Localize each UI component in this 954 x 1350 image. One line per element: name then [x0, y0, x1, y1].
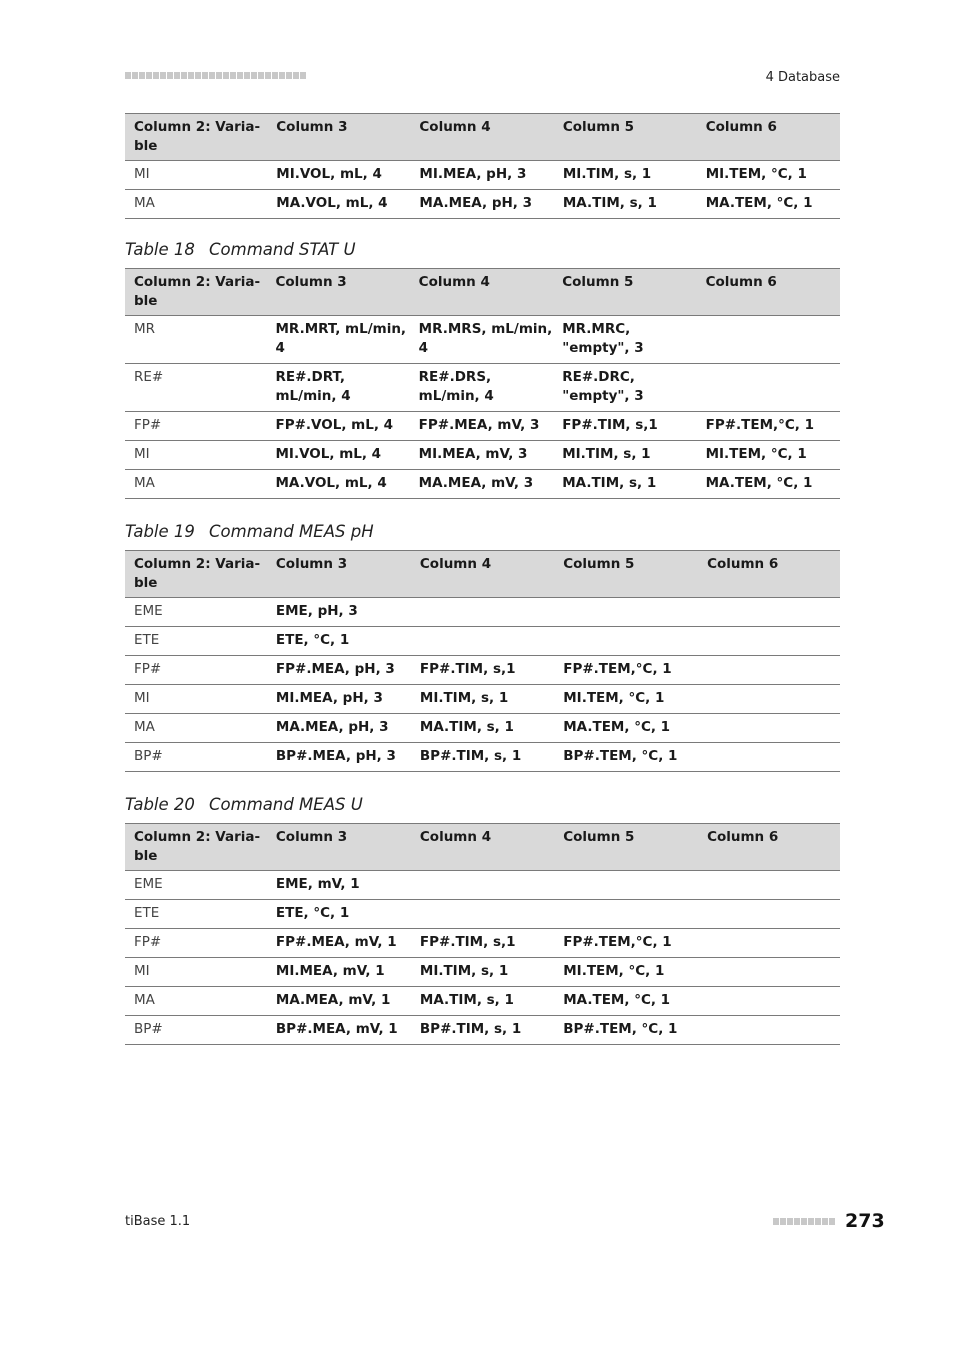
table-cell: BP#.MEA, mV, 1 [275, 1021, 398, 1037]
table-meas-u [125, 823, 840, 1045]
table-cell: MI.TIM, s, 1 [562, 446, 651, 462]
table-row [125, 316, 840, 364]
table-cell: EME [134, 876, 163, 892]
table-cell: MA [134, 475, 155, 491]
header-cell: Column 3 [275, 829, 348, 845]
table-cell: MI.TIM, s, 1 [562, 166, 652, 182]
table-cell: MI.MEA, pH, 3 [419, 166, 527, 182]
table-cell: EME, mV, 1 [275, 876, 360, 892]
table-cell: MI.TEM, °C, 1 [705, 166, 807, 182]
table-cell: FP#.VOL, mL, 4 [275, 417, 394, 433]
table-cell: MA.MEA, pH, 3 [419, 195, 533, 211]
table-cell: FP#.MEA, pH, 3 [275, 661, 395, 677]
table-cell: FP#.TIM, s,1 [562, 417, 658, 433]
table-cell [698, 871, 840, 900]
table-cell [554, 627, 698, 656]
table-cell: ETE [134, 905, 160, 921]
table-header-row [125, 824, 840, 871]
header-cell: Column 2: Varia-ble [134, 274, 261, 309]
table-cell: RE#.DRS, mL/min, 4 [418, 369, 494, 404]
table-cell: MI.TEM, °C, 1 [563, 690, 665, 706]
table-cell [698, 958, 840, 987]
table-cell: MI.TEM, °C, 1 [563, 963, 665, 979]
table-row [125, 190, 840, 219]
table-row [125, 987, 840, 1016]
table-cell [554, 598, 698, 627]
table-header-row [125, 114, 840, 161]
header-cell: Column 3 [275, 274, 347, 290]
header-cell: Column 5 [562, 274, 634, 290]
header-cell: Column 3 [275, 556, 348, 572]
table-cell: FP#.MEA, mV, 3 [418, 417, 540, 433]
table-cell: MI.MEA, pH, 3 [275, 690, 383, 706]
table-continued [125, 113, 840, 219]
table-row [125, 598, 840, 627]
table-cell [698, 987, 840, 1016]
table-cell: MA.TEM, °C, 1 [705, 475, 813, 491]
table-cell: MR.MRT, mL/min, 4 [275, 321, 407, 356]
table-cell: MI [134, 166, 150, 182]
table-cell: BP#.TIM, s, 1 [419, 1021, 522, 1037]
caption-title: Command MEAS U [209, 795, 363, 814]
header-decoration [125, 72, 306, 80]
footer-product: tiBase 1.1 [125, 1214, 191, 1229]
table-cell: FP# [134, 661, 162, 677]
table-row [125, 161, 840, 190]
table-cell [698, 656, 840, 685]
header-cell: Column 3 [276, 119, 348, 135]
table-meas-ph [125, 550, 840, 772]
table-row [125, 656, 840, 685]
header-cell: Column 2: Varia-ble [134, 119, 261, 154]
table-cell: MA.TIM, s, 1 [419, 992, 514, 1008]
table-cell: MR [134, 321, 156, 337]
table-cell: ETE, °C, 1 [275, 905, 350, 921]
table-row [125, 1016, 840, 1045]
table-cell: ETE [134, 632, 160, 648]
table-cell: MA.TEM, °C, 1 [705, 195, 813, 211]
table-caption [125, 522, 374, 541]
header-cell: Column 2: Varia-ble [134, 556, 261, 591]
table-cell: MA.VOL, mL, 4 [276, 195, 388, 211]
table-row [125, 929, 840, 958]
table-cell: FP#.MEA, mV, 1 [275, 934, 397, 950]
table-header-row [125, 269, 840, 316]
table-cell [554, 900, 698, 929]
table-cell: MA [134, 195, 155, 211]
table-cell: MA.TIM, s, 1 [562, 195, 657, 211]
table-cell: BP#.TEM, °C, 1 [563, 1021, 678, 1037]
table-cell: MA.TEM, °C, 1 [563, 992, 671, 1008]
table-cell [411, 627, 554, 656]
table-cell [698, 685, 840, 714]
table-caption [125, 240, 356, 259]
table-header-row [125, 551, 840, 598]
table-cell: BP#.MEA, pH, 3 [275, 748, 396, 764]
table-cell [697, 316, 840, 364]
table-cell: BP#.TIM, s, 1 [419, 748, 522, 764]
table-row [125, 364, 840, 412]
table-row [125, 470, 840, 499]
caption-number: Table 19 [125, 522, 195, 541]
table-cell: MA [134, 719, 155, 735]
table-cell [411, 598, 554, 627]
table-cell: MI.TIM, s, 1 [419, 963, 509, 979]
table-cell: MR.MRC, "empty", 3 [562, 321, 644, 356]
table-cell: MA.VOL, mL, 4 [275, 475, 387, 491]
table-row [125, 743, 840, 772]
table-cell [698, 743, 840, 772]
table-cell [698, 627, 840, 656]
header-cell: Column 5 [562, 119, 635, 135]
page-number: 273 [845, 1210, 885, 1232]
table-cell [698, 1016, 840, 1045]
table-cell: MR.MRS, mL/min, 4 [418, 321, 553, 356]
header-cell: Column 2: Varia-ble [134, 829, 261, 864]
table-cell: MI.TIM, s, 1 [419, 690, 509, 706]
caption-title: Command STAT U [209, 240, 356, 259]
table-row [125, 627, 840, 656]
caption-number: Table 20 [125, 795, 195, 814]
table-cell: MI.TEM, °C, 1 [705, 446, 807, 462]
table-cell [698, 598, 840, 627]
table-cell: MI.VOL, mL, 4 [275, 446, 382, 462]
table-cell: FP#.TIM, s,1 [419, 661, 516, 677]
table-cell [411, 871, 554, 900]
table-cell: MI.MEA, mV, 3 [418, 446, 528, 462]
table-cell: FP#.TEM,°C, 1 [563, 934, 672, 950]
table-cell: BP# [134, 1021, 163, 1037]
footer-decoration [773, 1218, 835, 1225]
table-cell: MA.TEM, °C, 1 [563, 719, 671, 735]
table-cell: MI.VOL, mL, 4 [276, 166, 382, 182]
table-cell: MA [134, 992, 155, 1008]
table-row [125, 714, 840, 743]
table-cell: FP#.TEM,°C, 1 [563, 661, 672, 677]
table-cell: EME [134, 603, 163, 619]
table-cell [698, 714, 840, 743]
header-cell: Column 4 [419, 556, 492, 572]
table-cell [698, 900, 840, 929]
header-cell: Column 6 [705, 274, 777, 290]
header-section-title: 4 Database [765, 70, 840, 85]
header-cell: Column 6 [707, 556, 779, 572]
table-cell: MI.MEA, mV, 1 [275, 963, 385, 979]
header-cell: Column 5 [563, 556, 635, 572]
table-cell: FP#.TEM,°C, 1 [705, 417, 815, 433]
table-cell: MI [134, 690, 150, 706]
table-row [125, 900, 840, 929]
table-caption [125, 795, 363, 814]
table-cell [698, 929, 840, 958]
table-cell: MA.TIM, s, 1 [562, 475, 657, 491]
table-cell [411, 900, 554, 929]
table-cell: MA.MEA, mV, 3 [418, 475, 534, 491]
table-cell: ETE, °C, 1 [275, 632, 350, 648]
table-cell: FP# [134, 417, 162, 433]
header-cell: Column 6 [705, 119, 777, 135]
table-row [125, 871, 840, 900]
table-stat-u [125, 268, 840, 499]
table-cell: MA.MEA, pH, 3 [275, 719, 389, 735]
table-cell: RE#.DRC, "empty", 3 [562, 369, 644, 404]
table-cell: MA.MEA, mV, 1 [275, 992, 391, 1008]
table-cell: RE# [134, 369, 164, 385]
table-cell: BP# [134, 748, 163, 764]
table-cell: MI [134, 963, 150, 979]
table-row [125, 441, 840, 470]
table-row [125, 958, 840, 987]
table-cell: EME, pH, 3 [275, 603, 358, 619]
caption-number: Table 18 [125, 240, 195, 259]
table-cell: FP# [134, 934, 162, 950]
table-cell [697, 364, 840, 412]
header-cell: Column 4 [419, 119, 491, 135]
table-cell: FP#.TIM, s,1 [419, 934, 516, 950]
table-cell: BP#.TEM, °C, 1 [563, 748, 678, 764]
table-row [125, 685, 840, 714]
caption-title: Command MEAS pH [209, 522, 374, 541]
header-cell: Column 5 [563, 829, 635, 845]
header-cell: Column 4 [419, 829, 492, 845]
table-cell [554, 871, 698, 900]
header-cell: Column 4 [418, 274, 490, 290]
table-cell: MI [134, 446, 150, 462]
table-row [125, 412, 840, 441]
header-cell: Column 6 [707, 829, 779, 845]
table-cell: MA.TIM, s, 1 [419, 719, 514, 735]
table-cell: RE#.DRT, mL/min, 4 [275, 369, 351, 404]
